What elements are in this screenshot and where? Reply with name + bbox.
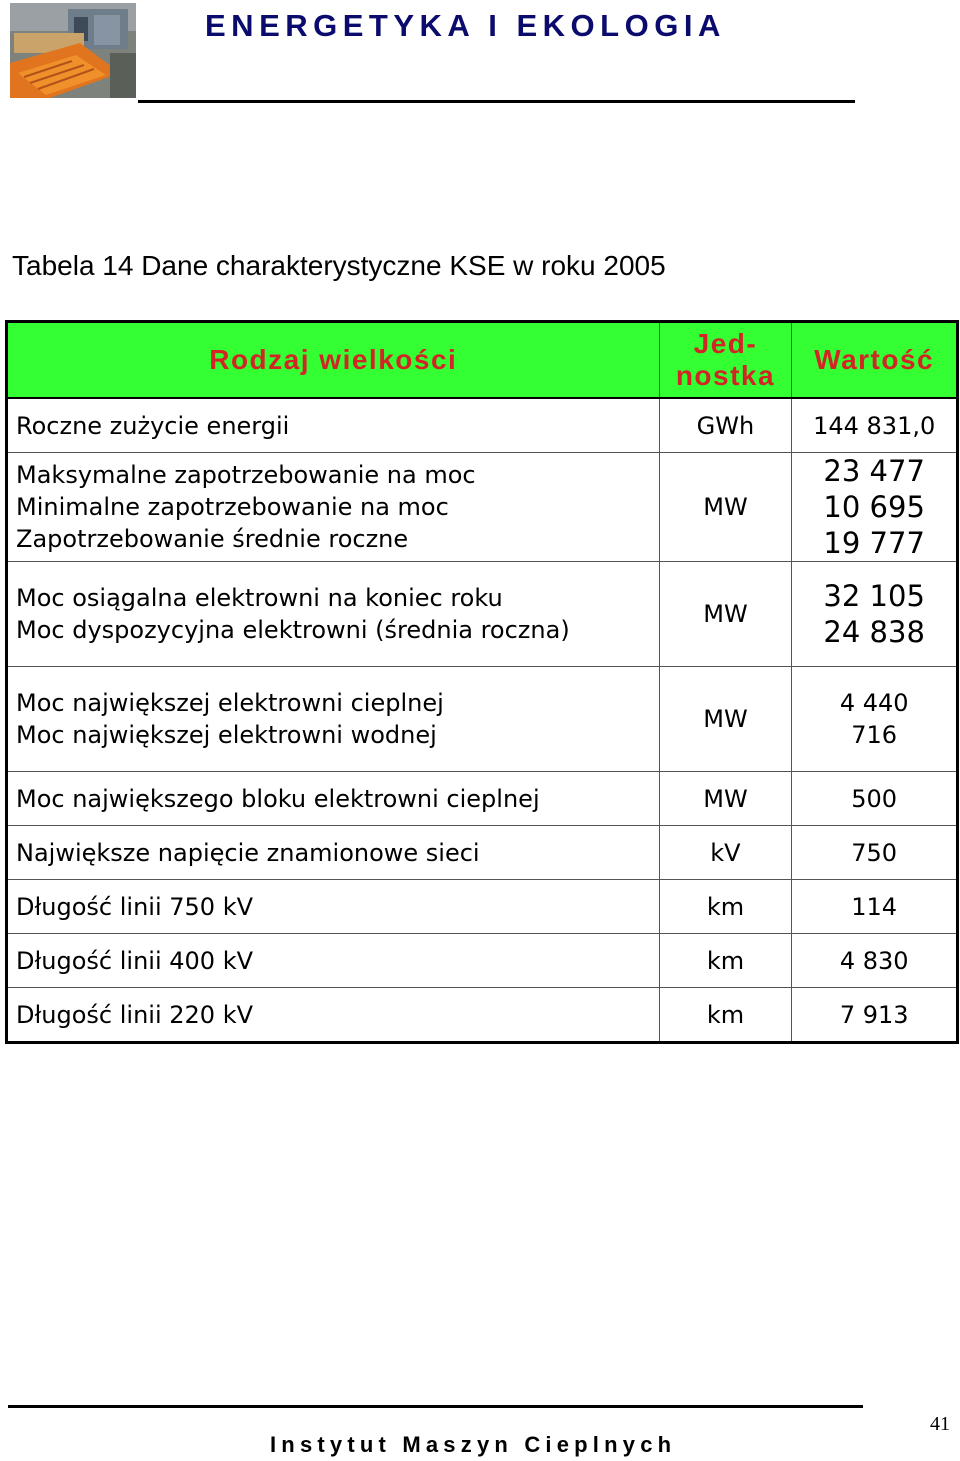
row-value bbox=[792, 880, 958, 934]
row-value-line: 4 830 bbox=[839, 946, 909, 975]
header-unit-line2: nostka bbox=[675, 360, 776, 391]
row-label bbox=[7, 772, 660, 826]
row-value bbox=[792, 826, 958, 880]
page-number: 41 bbox=[930, 1413, 950, 1435]
row-value-line: 19 777 bbox=[823, 526, 925, 560]
row-value-line: 32 105 bbox=[823, 579, 925, 613]
row-label-line: Moc największej elektrowni cieplnej bbox=[16, 689, 444, 717]
row-label-line: Długość linii 750 kV bbox=[16, 892, 254, 921]
header-rule bbox=[138, 100, 855, 103]
table-row bbox=[7, 988, 958, 1043]
row-value-line: 23 477 bbox=[823, 454, 925, 488]
row-unit: km bbox=[659, 934, 792, 988]
row-label bbox=[7, 453, 660, 562]
header-unit-line1: Jed- bbox=[693, 328, 758, 359]
row-label bbox=[7, 934, 660, 988]
row-label bbox=[7, 398, 660, 453]
row-label bbox=[7, 667, 660, 772]
row-unit: MW bbox=[659, 667, 792, 772]
row-label-line: Długość linii 220 kV bbox=[16, 1000, 254, 1029]
table-row bbox=[7, 562, 958, 667]
row-value bbox=[792, 772, 958, 826]
table-row bbox=[7, 398, 958, 453]
row-label bbox=[7, 880, 660, 934]
row-label-line: Moc osiągalna elektrowni na koniec roku bbox=[16, 584, 503, 612]
row-value bbox=[792, 453, 958, 562]
row-label-line: Długość linii 400 kV bbox=[16, 946, 254, 975]
row-value bbox=[792, 934, 958, 988]
row-value-line: 716 bbox=[851, 721, 898, 749]
row-unit: kV bbox=[659, 826, 792, 880]
header-value: Wartość bbox=[792, 322, 958, 399]
row-label bbox=[7, 562, 660, 667]
row-value-line: 144 831,0 bbox=[813, 411, 936, 440]
row-label bbox=[7, 988, 660, 1043]
row-unit: MW bbox=[659, 453, 792, 562]
header-photo bbox=[10, 3, 136, 98]
row-value-line: 10 695 bbox=[823, 490, 925, 524]
header-unit bbox=[659, 322, 792, 399]
table-row bbox=[7, 667, 958, 772]
row-label-line: Minimalne zapotrzebowanie na moc bbox=[16, 493, 449, 521]
table-caption: Tabela 14 Dane charakterystyczne KSE w roku 2005 bbox=[12, 250, 666, 281]
footer-institute: Instytut Maszyn Cieplnych bbox=[270, 1432, 677, 1457]
row-value bbox=[792, 398, 958, 453]
table-row bbox=[7, 772, 958, 826]
row-value-line: 4 440 bbox=[839, 689, 909, 717]
row-unit: MW bbox=[659, 772, 792, 826]
header-title: ENERGETYKA I EKOLOGIA bbox=[205, 8, 726, 43]
row-label-line: Moc największej elektrowni wodnej bbox=[16, 721, 437, 749]
row-label-line: Moc dyspozycyjna elektrowni (średnia roczna) bbox=[16, 616, 570, 644]
footer-rule bbox=[8, 1405, 863, 1408]
header-quantity: Rodzaj wielkości bbox=[7, 322, 660, 399]
row-label-line: Moc największego bloku elektrowni cieplnej bbox=[16, 784, 540, 813]
row-label-line: Roczne zużycie energii bbox=[16, 411, 290, 440]
table-row bbox=[7, 826, 958, 880]
row-unit: km bbox=[659, 988, 792, 1043]
row-value bbox=[792, 988, 958, 1043]
row-value bbox=[792, 562, 958, 667]
table-row bbox=[7, 934, 958, 988]
row-value-line: 114 bbox=[851, 892, 898, 921]
table-row bbox=[7, 880, 958, 934]
row-unit: MW bbox=[659, 562, 792, 667]
table-row bbox=[7, 453, 958, 562]
row-value-line: 750 bbox=[851, 838, 898, 867]
table-header-row bbox=[7, 322, 958, 399]
row-label-line: Zapotrzebowanie średnie roczne bbox=[16, 525, 409, 553]
row-unit: km bbox=[659, 880, 792, 934]
row-value bbox=[792, 667, 958, 772]
row-value-line: 7 913 bbox=[839, 1000, 909, 1029]
kse-data-table bbox=[5, 320, 959, 1044]
row-label-line: Największe napięcie znamionowe sieci bbox=[16, 838, 480, 867]
row-value-line: 500 bbox=[851, 784, 898, 813]
row-label-line: Maksymalne zapotrzebowanie na moc bbox=[16, 461, 476, 489]
row-unit: GWh bbox=[659, 398, 792, 453]
row-value-line: 24 838 bbox=[823, 615, 925, 649]
row-label bbox=[7, 826, 660, 880]
